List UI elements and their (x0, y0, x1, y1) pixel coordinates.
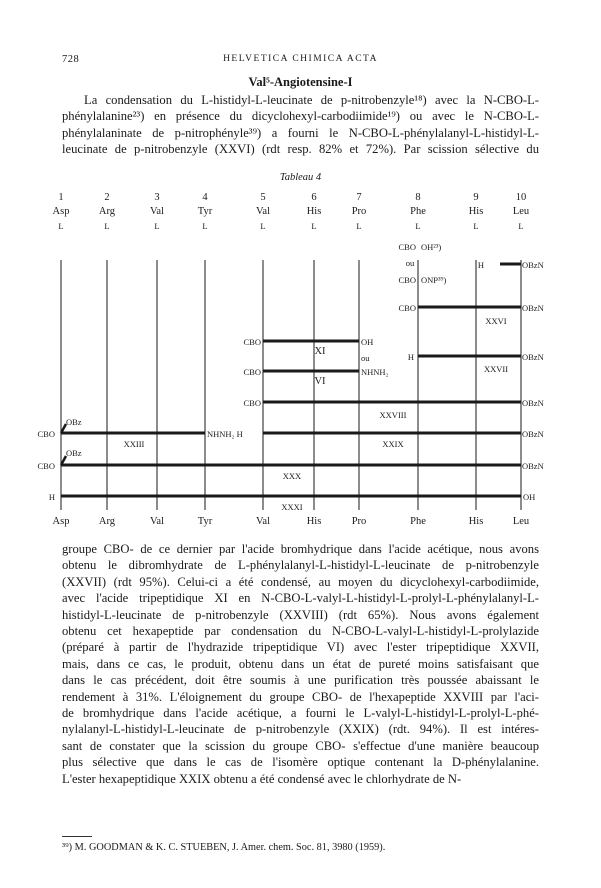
text-line: de bromhydrique dans l'acide acétique, a fourni le L-valyl-L-histidyl-L-prolyl-L-phé- (62, 706, 539, 721)
column-headers (53, 192, 530, 231)
residue-config: L (311, 221, 317, 231)
scheme-label: XXIX (382, 439, 404, 449)
residue-name: Phe (410, 206, 426, 217)
scheme-label: ou (405, 258, 415, 268)
residue-number: 5 (260, 192, 266, 203)
paragraph-main (62, 541, 539, 787)
scheme-label: CBO (398, 275, 416, 285)
scheme-label: OBzN (522, 352, 544, 362)
residue-name: His (306, 206, 322, 217)
segment-bars (61, 264, 521, 496)
residue-name: Tyr (197, 206, 213, 217)
scheme-label: CBO (37, 461, 55, 471)
residue-name: Val (256, 206, 270, 217)
text-line: obtenu le dibromhydrate de L-phénylalanyl-L-histidyl-L-leucinate de p-nitrobenzyle (62, 558, 539, 573)
text-line: dans le cas précédent, doit être soumis à une purification très poussée abaissant le (62, 673, 539, 688)
residue-name: Leu (512, 206, 530, 217)
text-line: La condensation du L-histidyl-L-leucinate de p-nitrobenzyle¹⁸) avec la N-CBO-L- (84, 93, 539, 107)
text-line: phénylalanine²³) en présence du dicyclohexyl-carbodiimide¹⁹) ou avec le N-CBO-L- (62, 109, 539, 124)
residue-number: 1 (58, 192, 64, 203)
residue-name-bottom: Tyr (197, 516, 213, 527)
residue-name-bottom: Arg (98, 516, 116, 527)
text-line: nylalanyl-L-histidyl-L-leucinate de p-nitrobenzyle (XXIX) (rdt. 94%). Il est intéres- (62, 722, 539, 737)
scheme-label: OBzN (522, 461, 544, 471)
text-line: L'ester hexapeptidique XXIX obtenu a été condensé avec le chlorhydrate de N- (62, 771, 462, 786)
scheme-label: OH²³) (421, 242, 442, 252)
residue-name-bottom: His (306, 516, 322, 527)
residue-config: L (104, 221, 110, 231)
residue-name-bottom: Phe (410, 516, 426, 527)
table-caption: Tableau 4 (279, 172, 322, 183)
scheme-label: XXXI (281, 502, 303, 512)
scheme-label: ou (361, 353, 370, 363)
residue-number: 3 (154, 192, 160, 203)
residue-config: L (58, 221, 64, 231)
scheme-label: H (48, 492, 55, 502)
scheme-label: OBzN (522, 303, 544, 313)
scheme-label: NHNH₂ H (207, 429, 243, 439)
residue-number: 8 (415, 192, 421, 203)
residue-name: His (468, 206, 484, 217)
scheme-label: OBzN (522, 398, 544, 408)
scheme-label: XXVI (485, 316, 507, 326)
residue-config: L (260, 221, 266, 231)
residue-name: Arg (98, 206, 116, 217)
residue-config: L (154, 221, 160, 231)
section-title: Val⁵-Angiotensine-I (248, 75, 353, 89)
bond-marks (61, 424, 66, 465)
text-line: leucinate de p-nitrobenzyle (XXVI) (rdt resp. 82% et 72%). Par scission sélective du (62, 142, 539, 157)
scheme-label: XI (314, 346, 326, 357)
scheme-label: CBO (37, 429, 55, 439)
text-line: rendement à 31%. L'éloignement du groupe CBO- de l'hexapeptide XXVIII par l'aci- (62, 689, 539, 704)
scheme-label: OBzN (522, 260, 544, 270)
residue-number: 6 (311, 192, 317, 203)
residue-number: 4 (202, 192, 208, 203)
scheme-label: XXX (282, 471, 302, 481)
journal-title: HELVETICA CHIMICA ACTA (223, 54, 378, 64)
text-line: (XXVII) (rdt 95%). Celui-ci a été condensé, au moyen du dicyclohexyl-carbodiimide, (62, 574, 539, 589)
residue-config: L (202, 221, 208, 231)
residue-number: 10 (515, 192, 527, 203)
residue-config: L (415, 221, 421, 231)
scheme-label: XXVIII (379, 410, 407, 420)
bottom-residue-labels (53, 516, 530, 527)
residue-name-bottom: Leu (512, 516, 530, 527)
footnote-rule (62, 836, 92, 837)
residue-name-bottom: Val (256, 516, 270, 527)
scheme-label: OBzN (522, 429, 544, 439)
text-line: histidyl-L-leucinate de p-nitrobenzyle (XXVIII) (rdt 65%). Nous avons également (62, 607, 539, 622)
scheme-label: CBO (398, 242, 416, 252)
scheme-label: OBz (66, 448, 82, 458)
residue-name-bottom: His (468, 516, 484, 527)
residue-name-bottom: Val (150, 516, 164, 527)
scheme-label: XXIII (123, 439, 145, 449)
scheme-label: H (477, 260, 484, 270)
scheme-label: OH (361, 337, 374, 347)
text-line: phénylalaninate de p-nitrophényle³⁹) a fourni le N-CBO-L-phénylalanyl-L-histidyl-L- (62, 125, 539, 140)
scheme-label: ONP³⁹) (421, 275, 447, 285)
footnote: ³⁹) M. GOODMAN & K. C. STUEBEN, J. Amer. chem. Soc. 81, 3980 (1959). (62, 842, 386, 853)
text-line: sant de constater que la scission du groupe CBO- s'effectue d'une manière beaucoup (62, 738, 539, 753)
text-line: avec l'acide tripeptidique XI en N-CBO-L-valyl-L-histidyl-L-prolyl-L-phénylalanyl-L- (62, 591, 539, 606)
residue-name: Val (150, 206, 164, 217)
residue-name: Asp (52, 206, 70, 217)
scheme-label: CBO (398, 303, 416, 313)
residue-name-bottom: Pro (351, 516, 367, 527)
scheme-label: CBO (243, 337, 261, 347)
scheme-label: CBO (243, 398, 261, 408)
text-line: groupe CBO- de ce dernier par l'acide bromhydrique dans l'acide acétique, nous avons (62, 542, 539, 556)
residue-number: 2 (104, 192, 110, 203)
residue-config: L (473, 221, 479, 231)
residue-number: 9 (473, 192, 479, 203)
text-line: plus sélective que dans le cas de l'isomère optique contenant la D-phénylalanine. (62, 755, 539, 770)
scheme-label: NHNH₂ (361, 367, 389, 377)
residue-number: 7 (356, 192, 362, 203)
residue-name-bottom: Asp (52, 516, 70, 527)
scheme-label: VI (314, 376, 326, 387)
scheme-label: OBz (66, 417, 82, 427)
residue-name: Pro (351, 206, 367, 217)
residue-config: L (518, 221, 524, 231)
text-line: obtenu cet hexapeptide par condensation du N-CBO-L-valyl-L-histidyl-L-prolylazide (62, 624, 539, 639)
scheme-label: XXVII (483, 364, 509, 374)
text-line: (préparé à partir de l'hydrazide tripeptidique VI) avec l'ester tripeptidique XXVII, (62, 640, 539, 655)
scheme-label: CBO (243, 367, 261, 377)
scheme-label: H (407, 352, 414, 362)
scheme-label: OH (523, 492, 536, 502)
page-number: 728 (62, 54, 80, 65)
text-line: mais, dans ce cas, le produit, obtenu dans un état de pureté moins satisfaisant que (62, 656, 539, 671)
residue-config: L (356, 221, 362, 231)
